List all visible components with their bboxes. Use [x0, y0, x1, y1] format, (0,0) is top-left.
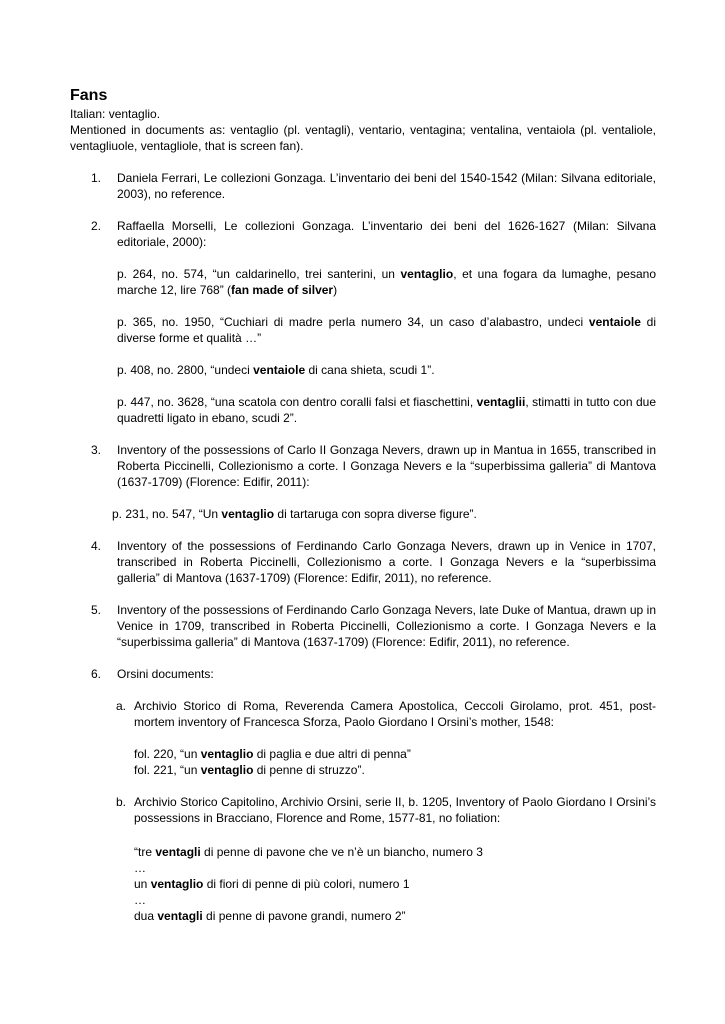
text-segment: p. 365, no. 1950, “Cuchiari di madre perla numero 34, un caso d’alabastro, undeci — [117, 315, 589, 329]
text-segment: Italian: ventaglio. — [70, 107, 161, 121]
bold-term: ventaglii — [476, 395, 526, 409]
quote-paragraph — [70, 314, 656, 346]
list-item — [70, 170, 656, 202]
text-segment: di paglia e due altri di penna” — [253, 747, 411, 761]
list-item — [70, 666, 656, 682]
sub-list-letter: b. — [116, 795, 127, 809]
text-segment: Inventory of the possessions of Carlo II Gonzaga Nevers, drawn up in Mantua in 1655, transcribed in Roberta Piccinelli, Collezionismo a corte. I Gonzaga Nevers e la “superbissima galleria” di Mantova (1637-1709) (Florence: Edifir, 2011): — [117, 443, 656, 489]
text-segment: un — [134, 877, 151, 891]
quote-line — [70, 746, 656, 762]
quote-paragraph — [70, 266, 656, 298]
text-segment: di penne di pavone che ve n’è un biancho, numero 3 — [200, 845, 483, 859]
numbered-list — [70, 170, 656, 940]
quote-line — [70, 860, 656, 876]
quote-paragraph — [70, 362, 656, 378]
intro-paragraph — [70, 106, 656, 122]
sub-list-item — [70, 794, 656, 826]
text-segment: dua — [134, 909, 158, 923]
text-segment: , et una fogara da lumaghe, pesano marche 12, lire 768” ( — [117, 267, 656, 297]
text-segment: … — [134, 861, 146, 875]
quote-paragraph — [70, 506, 656, 522]
bold-term: ventaiole — [588, 315, 641, 329]
page-title: Fans — [70, 87, 108, 104]
document-page — [70, 86, 656, 940]
text-segment: p. 231, no. 547, “Un — [112, 507, 222, 521]
text-segment: fol. 220, “un — [134, 747, 201, 761]
quote-line — [70, 844, 656, 860]
bold-term: ventaglio — [150, 877, 204, 891]
text-segment: Inventory of the possessions of Ferdinando Carlo Gonzaga Nevers, late Duke of Mantua, drawn up in Venice in 1709, transcribed in Roberta Piccinelli, Collezionismo a corte. I Gonzaga Nevers e la “superbissima galleria” di Mantova (1637-1709) (Florence: Edifir, 2011), no reference. — [117, 603, 656, 649]
intro-paragraph — [70, 122, 656, 154]
text-segment: Inventory of the possessions of Ferdinando Carlo Gonzaga Nevers, drawn up in Venice in 1707, transcribed in Roberta Piccinelli, Collezionismo a corte. I Gonzaga Nevers e la “superbissima galleria” di Mantova (1637-1709) (Florence: Edifir, 2011), no reference. — [117, 539, 656, 585]
text-segment: Archivio Storico Capitolino, Archivio Orsini, serie II, b. 1205, Inventory of Paolo Giordano I Orsini’s possessions in Bracciano, Florence and Rome, 1577-81, no foliation: — [134, 795, 656, 825]
bold-term: ventaiole — [253, 363, 306, 377]
bold-term: ventaglio — [400, 267, 454, 281]
quote-paragraph — [70, 394, 656, 426]
text-segment: di tartaruga con sopra diverse figure”. — [274, 507, 477, 521]
text-segment: p. 408, no. 2800, “undeci — [117, 363, 254, 377]
bold-term: ventagli — [155, 845, 201, 859]
list-item — [70, 442, 656, 490]
list-number: 1. — [91, 171, 102, 185]
text-segment: Archivio Storico di Roma, Reverenda Camera Apostolica, Ceccoli Girolamo, prot. 451, post-mortem inventory of Francesca Sforza, Paolo Giordano I Orsini’s mother, 1548: — [134, 699, 656, 729]
list-item — [70, 602, 656, 650]
list-item — [70, 218, 656, 250]
quote-line — [70, 908, 656, 924]
quote-line — [70, 892, 656, 908]
text-segment: Daniela Ferrari, Le collezioni Gonzaga. L’inventario dei beni del 1540-1542 (Milan: Silvana editoriale, 2003), no reference. — [117, 171, 656, 201]
text-segment: Raffaella Morselli, Le collezioni Gonzaga. L’inventario dei beni del 1626-1627 (Milan: Silvana editoriale, 2000): — [117, 219, 656, 249]
text-segment: “tre — [134, 845, 156, 859]
list-number: 6. — [91, 667, 102, 681]
text-segment: fol. 221, “un — [134, 763, 201, 777]
text-segment: p. 264, no. 574, “un caldarinello, trei santerini, un — [117, 267, 401, 281]
sub-list-letter: a. — [116, 699, 127, 713]
bold-term: ventagli — [157, 909, 203, 923]
text-segment: di fiori di penne di più colori, numero 1 — [203, 877, 410, 891]
list-number: 2. — [91, 219, 102, 233]
intro — [70, 106, 656, 154]
text-segment: ) — [333, 283, 338, 297]
text-segment: di cana shieta, scudi 1”. — [305, 363, 435, 377]
text-segment: di penne di pavone grandi, numero 2” — [202, 909, 406, 923]
list-number: 5. — [91, 603, 102, 617]
list-item — [70, 538, 656, 586]
text-segment: Orsini documents: — [117, 667, 214, 681]
text-segment: , stimatti in tutto con due quadretti ligato in ebano, scudi 2”. — [117, 395, 656, 425]
bold-term: ventaglio — [221, 507, 275, 521]
quote-line — [70, 762, 656, 778]
text-segment: di diverse forme et qualità …” — [117, 315, 656, 345]
text-segment: … — [134, 893, 146, 907]
list-number: 3. — [91, 443, 102, 457]
bold-term: fan made of silver — [231, 283, 334, 297]
text-segment: di penne di struzzo”. — [253, 763, 365, 777]
quote-line — [70, 876, 656, 892]
text-segment: Mentioned in documents as: ventaglio (pl. ventagli), ventario, ventagina; ventalina, ventaiola (pl. ventaliole, ventagliuole, ventagliole, that is screen fan). — [70, 123, 656, 153]
bold-term: ventaglio — [200, 747, 254, 761]
bold-term: ventaglio — [200, 763, 254, 777]
sub-list-item — [70, 698, 656, 730]
text-segment: p. 447, no. 3628, “una scatola con dentro coralli falsi et fiaschettini, — [117, 395, 477, 409]
list-number: 4. — [91, 539, 102, 553]
